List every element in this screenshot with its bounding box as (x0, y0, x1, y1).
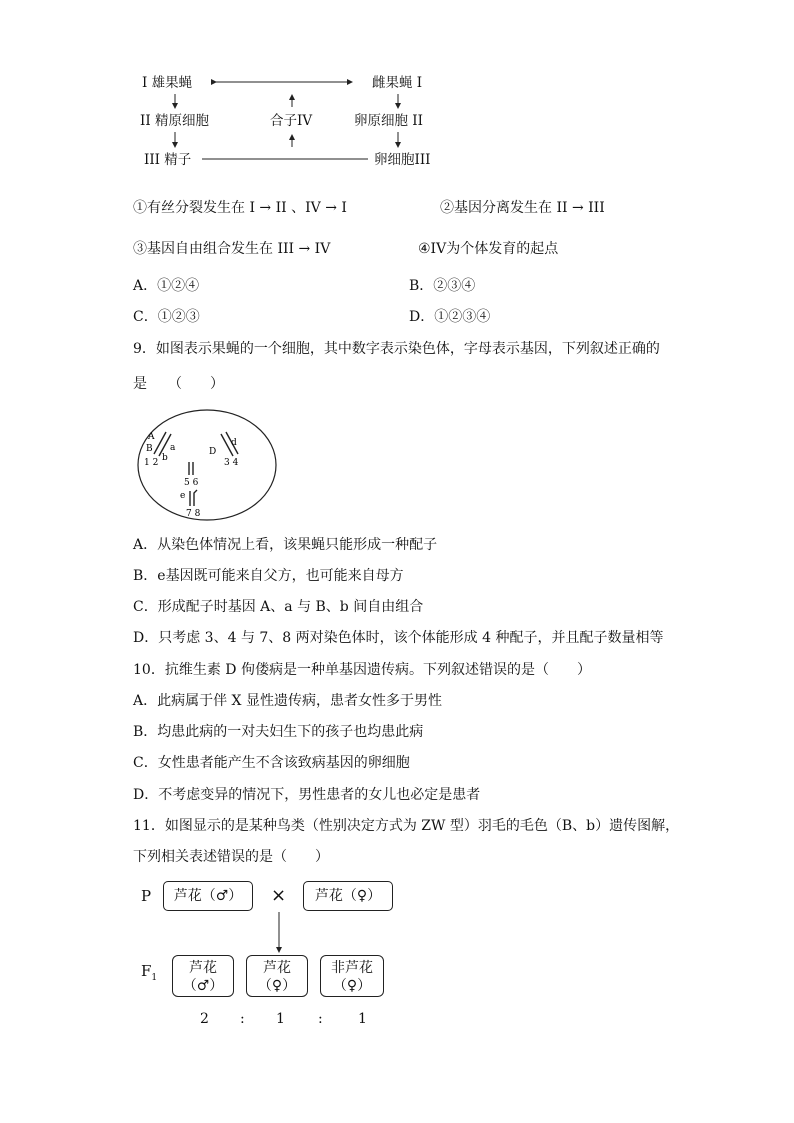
f1-female-nonbarred-box (320, 955, 384, 997)
egg-label: 卵细胞III (374, 152, 431, 168)
q8-statement-4: ④IV为个体发育的起点 (418, 241, 559, 257)
f1-male-barred-box (172, 955, 234, 997)
zygote-label: 合子IV (270, 113, 313, 129)
q9-stem-line-1: 9．如图表示果蝇的一个细胞，其中数字表示染色体，字母表示基因，下列叙述正确的 (133, 341, 660, 357)
q8-option-d[interactable]: D．①②③④ (409, 309, 491, 325)
q11-stem-line-1: 11．如图显示的是某种鸟类（性别决定方式为 ZW 型）羽毛的毛色（B、b）遗传图解， (133, 818, 680, 834)
gene-a-label: a (170, 443, 176, 453)
f1-male-phenotype: 芦花 (189, 960, 217, 976)
numbers-1-2: 1 2 (144, 458, 159, 468)
ratio-colon-1: : (240, 1011, 245, 1027)
cross-symbol: × (271, 885, 287, 906)
f1-male-sex: （♂） (182, 978, 224, 994)
q8-statement-2: ②基因分离发生在 II → III (440, 200, 605, 216)
spermatogonium-label: II 精原细胞 (140, 113, 209, 129)
numbers-3-4: 3 4 (224, 458, 239, 468)
q10-stem: 10．抗维生素 D 佝偻病是一种单基因遗传病。下列叙述错误的是（ ） (133, 662, 591, 678)
numbers-7-8: 7 8 (186, 509, 201, 519)
q10-option-d[interactable]: D．不考虑变异的情况下，男性患者的女儿也必定是患者 (133, 787, 481, 803)
f1-female-nonbarred-sex: （♀） (332, 978, 372, 994)
parent-male-box: 芦花（♂） (163, 881, 253, 911)
gene-d-label: d (231, 438, 237, 448)
cell-chromosome-diagram (135, 408, 281, 523)
gene-B-label: B (146, 444, 153, 454)
q11-stem-line-2: 下列相关表述错误的是（ ） (133, 849, 329, 865)
q8-statement-1: ①有丝分裂发生在 I → II 、IV → I (133, 200, 347, 216)
sperm-label: III 精子 (144, 152, 192, 168)
gene-b-label: b (162, 453, 168, 463)
parent-generation-label: P (141, 887, 152, 905)
female-fly-label: 雌果蝇 I (372, 75, 423, 91)
gene-A-label: A (148, 432, 155, 442)
f1-generation-label: $F_1$ (141, 962, 158, 983)
gene-D-label: D (209, 447, 217, 457)
oogonium-label: 卵原细胞 II (354, 113, 423, 129)
ratio-value-2: 1 (276, 1011, 285, 1027)
numbers-5-6: 5 6 (184, 478, 199, 488)
lifecycle-arrows (0, 0, 794, 180)
ratio-value-1: 2 (200, 1011, 209, 1027)
q9-option-d[interactable]: D．只考虑 3、4 与 7、8 两对染色体时，该个体能形成 4 种配子，并且配子数量相等 (133, 630, 664, 646)
q10-option-c[interactable]: C．女性患者能产生不含该致病基因的卵细胞 (133, 755, 410, 771)
chromosome-8 (194, 490, 197, 506)
chromosome-1 (154, 432, 166, 454)
f1-female-phenotype: 芦花 (263, 960, 291, 976)
f1-female-nonbarred-phenotype: 非芦花 (331, 960, 373, 976)
parent-female-box: 芦花（♀） (303, 881, 393, 911)
cell-outline (138, 410, 276, 520)
q8-option-a[interactable]: A．①②④ (133, 278, 200, 294)
f1-female-barred-box (246, 955, 308, 997)
q9-option-a[interactable]: A．从染色体情况上看，该果蝇只能形成一种配子 (133, 537, 438, 553)
male-fly-label: I 雄果蝇 (142, 75, 193, 91)
q9-stem-line-2: 是 （ ） (133, 376, 224, 392)
q9-option-c[interactable]: C．形成配子时基因 A、a 与 B、b 间自由组合 (133, 599, 424, 615)
q8-option-b[interactable]: B．②③④ (409, 278, 476, 294)
q8-option-c[interactable]: C．①②③ (133, 309, 200, 325)
q8-statement-3: ③基因自由组合发生在 III → IV (133, 241, 331, 257)
gene-e-label: e (180, 491, 186, 501)
ratio-colon-2: : (318, 1011, 323, 1027)
q10-option-b[interactable]: B．均患此病的一对夫妇生下的孩子也均患此病 (133, 724, 424, 740)
q10-option-a[interactable]: A．此病属于伴 X 显性遗传病，患者女性多于男性 (133, 693, 442, 709)
q9-option-b[interactable]: B．e基因既可能来自父方，也可能来自母方 (133, 568, 404, 584)
cross-arrow (270, 912, 290, 957)
ratio-value-3: 1 (358, 1011, 367, 1027)
f1-female-sex: （♀） (257, 978, 297, 994)
